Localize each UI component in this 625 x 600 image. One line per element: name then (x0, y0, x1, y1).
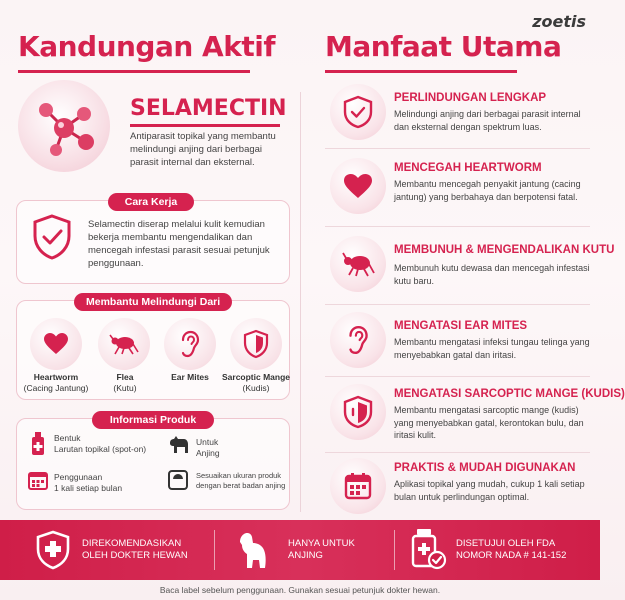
bottle-icon (30, 432, 46, 456)
benefit-desc: Melindungi anjing dari berbagai parasit internal dan eksternal dengan spektrum luas. (394, 109, 581, 132)
dog-icon (238, 530, 274, 570)
molecule-badge (18, 80, 110, 172)
ingredient-description: Antiparasit topikal yang membantu melindungi anjing dari berbagai parasit internal dan eksternal. (130, 131, 276, 168)
footer-separator (214, 530, 215, 570)
protect-sub: (Cacing Jantung) (23, 383, 89, 393)
footer-note: Baca label sebelum penggunaan. Gunakan sesuai petunjuk dokter hewan. (159, 585, 441, 595)
benefit-desc: Membantu mengatasi sarcoptic mange (kudis) yang menyebabkan gatal, kerontokan bulu, dan iritasi kulit. (394, 405, 584, 440)
heart-icon (43, 332, 69, 356)
scale-icon (168, 470, 188, 490)
benefit-desc: Membantu mengatasi infeksi tungau telinga yang menyebabkan gatal dan iritasi. (394, 337, 590, 360)
product-info-title: Sesuaikan ukuran produk (196, 471, 282, 480)
product-info-title: Penggunaan (54, 472, 103, 482)
calendar-icon (28, 470, 48, 490)
approved-bottle-icon (410, 528, 446, 570)
footer-separator (394, 530, 395, 570)
footer-line: OLEH DOKTER HEWAN (82, 550, 188, 561)
protect-item-sarcoptic (230, 318, 282, 370)
benefit-desc: Aplikasi topikal yang mudah, cukup 1 kali setiap bulan untuk perlindungan optimal. (394, 479, 585, 502)
shield-alert-icon (344, 396, 372, 428)
protect-item-heartworm (30, 318, 82, 370)
calendar-check-icon (344, 472, 372, 500)
benefit-desc: Membantu mencegah penyakit jantung (cacing jantung) yang berbahaya dan berpotensi fatal. (394, 179, 581, 202)
protect-name: Ear Mites (171, 372, 209, 382)
product-info-card (16, 418, 290, 510)
flea-icon (109, 332, 139, 356)
protect-item-flea (98, 318, 150, 370)
benefit-title: PRAKTIS & MUDAH DIGUNAKAN (394, 462, 576, 474)
footer-line: NOMOR NADA # 141-152 (456, 550, 567, 561)
left-title-underline (18, 70, 250, 73)
benefit-divider (325, 304, 590, 305)
ingredient-underline (130, 124, 280, 127)
column-divider (300, 92, 301, 512)
protect-sub: (Kudis) (242, 383, 270, 393)
footer-line: HANYA UNTUK (288, 538, 355, 549)
molecule-icon (18, 80, 110, 172)
product-info-title: Untuk (196, 437, 219, 447)
footer-line: DIREKOMENDASIKAN (82, 538, 182, 549)
benefit-desc: Membunuh kutu dewasa dan mencegah infestasi kutu baru. (394, 263, 590, 286)
shield-icon (244, 330, 268, 358)
benefit-divider (325, 452, 590, 453)
benefit-divider (325, 148, 590, 149)
benefit-divider (325, 376, 590, 377)
shield-check-icon (344, 96, 372, 128)
footer-line: DISETUJUI OLEH FDA (456, 538, 556, 549)
benefit-icon-1 (330, 84, 386, 140)
protect-name: Heartworm (33, 372, 79, 382)
benefit-icon-6 (330, 458, 386, 514)
benefit-title: PERLINDUNGAN LENGKAP (394, 92, 547, 104)
benefit-icon-3 (330, 236, 386, 292)
product-info-value: Anjing (196, 448, 220, 458)
left-title: Kandungan Aktif (18, 30, 276, 63)
product-info-value: dengan berat badan anjing (196, 481, 286, 490)
heart-icon (343, 173, 373, 199)
footer-line: ANJING (288, 550, 323, 561)
benefit-title: MENGATASI SARCOPTIC MANGE (KUDIS) (394, 388, 625, 400)
benefit-icon-5 (330, 384, 386, 440)
product-info-title: Bentuk (54, 433, 81, 443)
benefit-divider (325, 226, 590, 227)
dog-icon (168, 436, 190, 454)
product-info-value: Larutan topikal (spot-on) (54, 444, 147, 454)
how-it-works-text: Selamectin diserap melalui kulit kemudian bekerja membantu mengendalikan dan mencegah infestasi parasit sesuai petunjuk penggunaan. (88, 219, 270, 269)
benefit-title: MEMBUNUH & MENGENDALIKAN KUTU (394, 244, 615, 256)
product-info-value: 1 kali setiap bulan (54, 483, 123, 493)
flea-icon (341, 251, 375, 277)
right-title-underline (325, 70, 517, 73)
protects-label: Membantu Melindungi Dari (74, 293, 232, 311)
ingredient-name: SELAMECTIN (130, 96, 287, 121)
benefit-title: MENCEGAH HEARTWORM (394, 162, 542, 174)
ear-icon (346, 325, 370, 355)
ear-icon (179, 330, 201, 358)
protect-name: Flea (116, 372, 134, 382)
benefit-title: MENGATASI EAR MITES (394, 320, 528, 332)
protect-name: Sarcoptic Mange (221, 372, 291, 382)
benefit-icon-4 (330, 312, 386, 368)
shield-check-icon (32, 214, 72, 260)
brand-logo: zoetis (532, 12, 586, 31)
medical-shield-icon (36, 530, 70, 570)
protect-sub: (Kutu) (113, 383, 137, 393)
product-info-label: Informasi Produk (92, 411, 214, 429)
how-it-works-label: Cara Kerja (108, 193, 194, 211)
right-title: Manfaat Utama (325, 30, 562, 63)
protect-item-ear-mites (164, 318, 216, 370)
benefit-icon-2 (330, 158, 386, 214)
